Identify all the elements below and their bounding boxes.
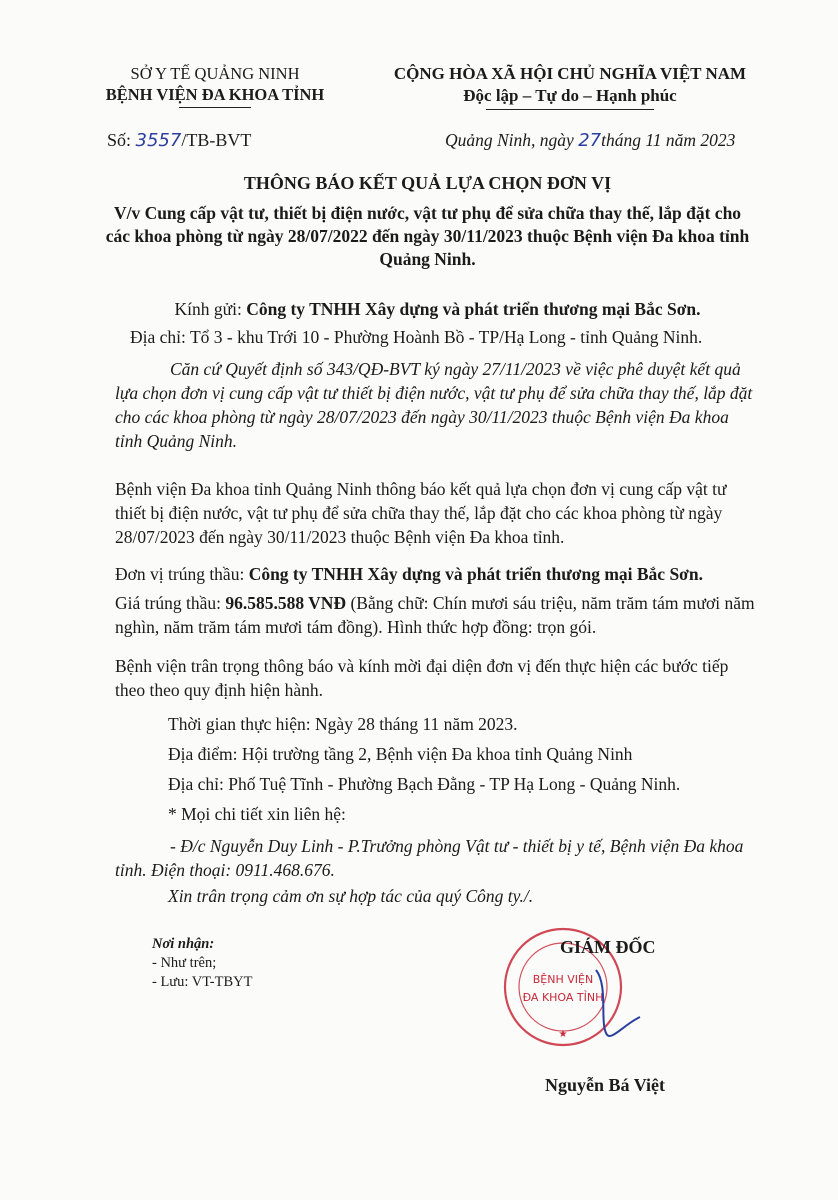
document-subject: V/v Cung cấp vật tư, thiết bị điện nước, vật tư phụ để sửa chữa thay thế, lắp đặt cho các khoa phòng từ ngày 28/07/2022 đến ngày 30/11/2023 thuộc Bệnh viện Đa khoa tỉnh Quảng Ninh. [105, 203, 750, 269]
thanks-line: Xin trân trọng cảm ơn sự hợp tác của quý Công ty./. [168, 886, 534, 906]
announcement-paragraph: Bệnh viện Đa khoa tỉnh Quảng Ninh thông báo kết quả lựa chọn đơn vị cung cấp vật tư thiết bị điện nước, vật tư phụ để sửa chữa thay thế, lắp đặt cho các khoa phòng từ ngày 28/07/2023 đến ngày 30/11/2023 thuộc Bệnh viện Đa khoa tỉnh. [115, 479, 727, 547]
schedule-address: Địa chỉ: Phố Tuệ Tĩnh - Phường Bạch Đằng - TP Hạ Long - Quảng Ninh. [168, 774, 681, 794]
receiver-item: - Lưu: VT-TBYT [152, 974, 253, 990]
motto-underline [486, 109, 654, 110]
document-title: THÔNG BÁO KẾT QUẢ LỰA CHỌN ĐƠN VỊ [243, 173, 612, 193]
date-prefix: Quảng Ninh, ngày [445, 130, 574, 150]
national-motto [370, 63, 770, 110]
document-date [445, 130, 735, 151]
price-paragraph [115, 591, 760, 639]
number-handwritten: 3557 [135, 130, 182, 151]
nation-motto: Độc lập – Tự do – Hạnh phúc [463, 86, 677, 105]
signer-name: Nguyễn Bá Việt [545, 1075, 666, 1095]
winner-line [115, 562, 760, 586]
receivers-heading: Nơi nhận: [152, 936, 215, 952]
number-prefix: Số: [107, 130, 132, 150]
signer-title: GIÁM ĐỐC [560, 937, 656, 957]
price-label: Giá trúng thầu: [115, 593, 226, 613]
org-underline [179, 107, 251, 108]
schedule-time: Thời gian thực hiện: Ngày 28 tháng 11 năm 2023. [168, 714, 518, 734]
nation-name: CỘNG HÒA XÃ HỘI CHỦ NGHĨA VIỆT NAM [393, 64, 747, 83]
date-day: 27 [578, 130, 602, 151]
price-amount: 96.585.588 VNĐ [225, 593, 347, 613]
date-suffix: tháng 11 năm 2023 [601, 130, 736, 150]
place-label: Địa điểm: [168, 744, 242, 764]
org-parent: SỞ Y TẾ QUẢNG NINH [130, 64, 300, 83]
legal-basis: Căn cứ Quyết định số 343/QĐ-BVT ký ngày 27/11/2023 về việc phê duyệt kết quả lựa chọn đơn vị cung cấp vật tư thiết bị điện nước, vật tư phụ để sửa chữa thay thế, lắp đặt cho các khoa phòng từ ngày 28/07/2023 đến ngày 30/11/2023 thuộc Bệnh viện Đa khoa tỉnh Quảng Ninh. [115, 359, 753, 451]
org-name: BỆNH VIỆN ĐA KHOA TỈNH [105, 85, 325, 104]
winner-name: Công ty TNHH Xây dựng và phát triển thương mại Bắc Sơn. [248, 564, 703, 584]
contact-detail: - Đ/c Nguyễn Duy Linh - P.Trưởng phòng Vật tư - thiết bị y tế, Bệnh viện Đa khoa tỉnh. Điện thoại: 0911.468.676. [115, 836, 744, 880]
schedule-place [168, 742, 813, 766]
recipient-name: Công ty TNHH Xây dựng và phát triển thương mại Bắc Sơn. [246, 299, 701, 319]
invitation-paragraph: Bệnh viện trân trọng thông báo và kính mời đại diện đơn vị đến thực hiện các bước tiếp theo theo quy định hiện hành. [115, 656, 729, 700]
place-value: Hội trường tầng 2, Bệnh viện Đa khoa tỉnh Quảng Ninh [241, 744, 633, 764]
receivers-block [152, 935, 253, 992]
document-number [107, 130, 251, 151]
recipient-line [115, 297, 760, 321]
price-detail: (Bằng chữ: Chín mươi sáu triệu, năm trăm tám mươi năm nghìn, năm trăm tám mươi tám đồng). Hình thức hợp đồng: trọn gói. [115, 593, 755, 637]
winner-label: Đơn vị trúng thầu: [115, 564, 249, 584]
recipient-label: Kính gửi: [174, 299, 247, 319]
seal-text-line2: ĐA KHOA TỈNH [522, 991, 604, 1004]
contact-intro: * Mọi chi tiết xin liên hệ: [168, 804, 346, 824]
number-suffix: /TB-BVT [181, 130, 252, 150]
seal-text-line1: BỆNH VIỆN [532, 973, 594, 986]
receiver-item: - Như trên; [152, 955, 217, 971]
issuing-organization [95, 63, 335, 108]
recipient-address: Địa chỉ: Tổ 3 - khu Trới 10 - Phường Hoành Bồ - TP/Hạ Long - tỉnh Quảng Ninh. [130, 327, 703, 347]
seal-star: ★ [558, 1029, 568, 1040]
